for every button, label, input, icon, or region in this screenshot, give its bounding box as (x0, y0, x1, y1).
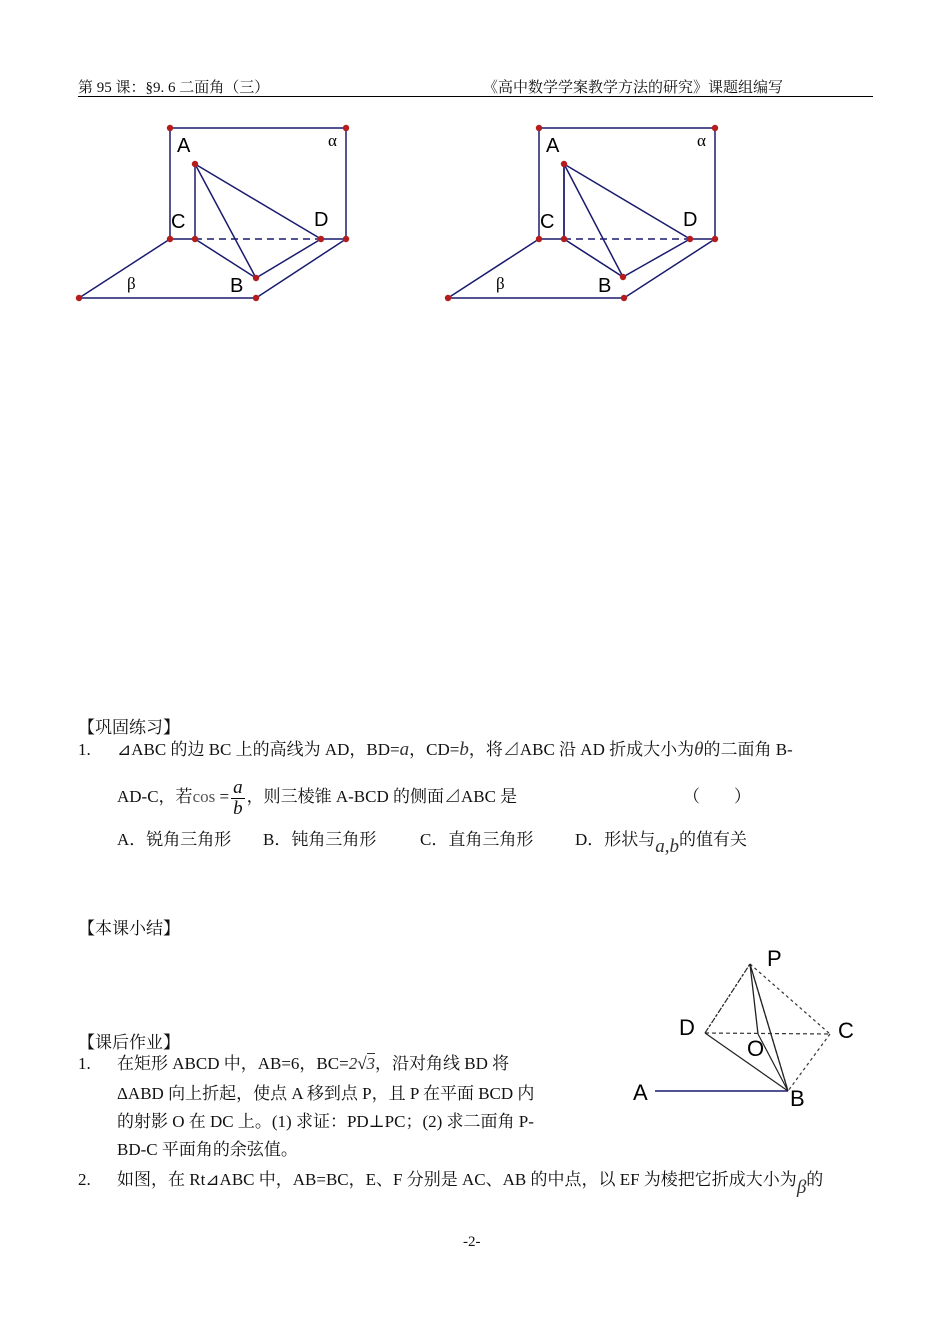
q1-line2: AD-C，若cos = $\frac{a}{b}$ ，则三棱锥 A-BCD 的侧面⊿ABC 是 (117, 776, 518, 819)
label-C: C (171, 211, 186, 233)
header-rule (78, 96, 873, 97)
label-D: D (683, 209, 698, 231)
label-C: C (838, 1018, 854, 1043)
header-right: 《高中数学学案教学方法的研究》课题组编写 (483, 80, 784, 96)
label-O: O (747, 1036, 765, 1061)
h2-line1: 如图，在 Rt⊿ABC 中，AB=BC，E、F 分别是 AC、AB 的中点，以 EF 为棱把它折成大小为β的 (117, 1170, 824, 1198)
label-A: A (633, 1080, 648, 1105)
label-B: B (790, 1086, 805, 1111)
option-b: B．钝角三角形 (263, 830, 377, 849)
label-beta: β (127, 274, 136, 293)
dihedral-figure-1 (70, 118, 370, 308)
consolidation-title: 【巩固练习】 (78, 718, 180, 737)
dihedral-figure-2 (440, 118, 740, 308)
fraction-a-over-b: $\frac{a}{b}$ (233, 776, 243, 819)
label-A: A (546, 135, 560, 157)
q1-line1: ⊿ABC 的边 BC 上的高线为 AD，BD=a，CD=b，将⊿ABC 沿 AD 折成大小为θ的二面角 B- (117, 739, 793, 760)
label-A: A (177, 135, 191, 157)
option-a: A．锐角三角形 (117, 830, 232, 849)
option-c: C．直角三角形 (420, 830, 534, 849)
label-D: D (314, 209, 329, 231)
homework-title: 【课后作业】 (78, 1033, 180, 1052)
label-D: D (679, 1015, 695, 1040)
option-d: D．形状与a,b的值有关 (575, 830, 748, 857)
answer-blank: （ ） (683, 787, 751, 806)
label-alpha: α (328, 131, 337, 150)
q1-number: 1. (78, 740, 91, 759)
h2-number: 2. (78, 1170, 91, 1189)
summary-title: 【本课小结】 (78, 919, 180, 938)
label-P: P (767, 946, 782, 971)
h1-line1: 在矩形 ABCD 中，AB=6，BC=2√3，沿对角线 BD 将 (117, 1054, 510, 1073)
header-left: 第 95 课：§9. 6 二面角（三） (78, 80, 270, 96)
page-number: -2- (463, 1234, 481, 1250)
label-B: B (598, 275, 612, 297)
label-alpha: α (697, 131, 706, 150)
label-B: B (230, 275, 244, 297)
pyramid-figure (625, 940, 875, 1115)
h1-line3: 的射影 O 在 DC 上。(1) 求证：PD⊥PC；(2) 求二面角 P- (117, 1112, 534, 1131)
label-C: C (540, 211, 555, 233)
h1-line4: BD-C 平面角的余弦值。 (117, 1140, 298, 1159)
h1-line2: ΔABD 向上折起，使点 A 移到点 P，且 P 在平面 BCD 内 (117, 1084, 535, 1103)
h1-number: 1. (78, 1054, 91, 1073)
label-beta: β (496, 274, 505, 293)
